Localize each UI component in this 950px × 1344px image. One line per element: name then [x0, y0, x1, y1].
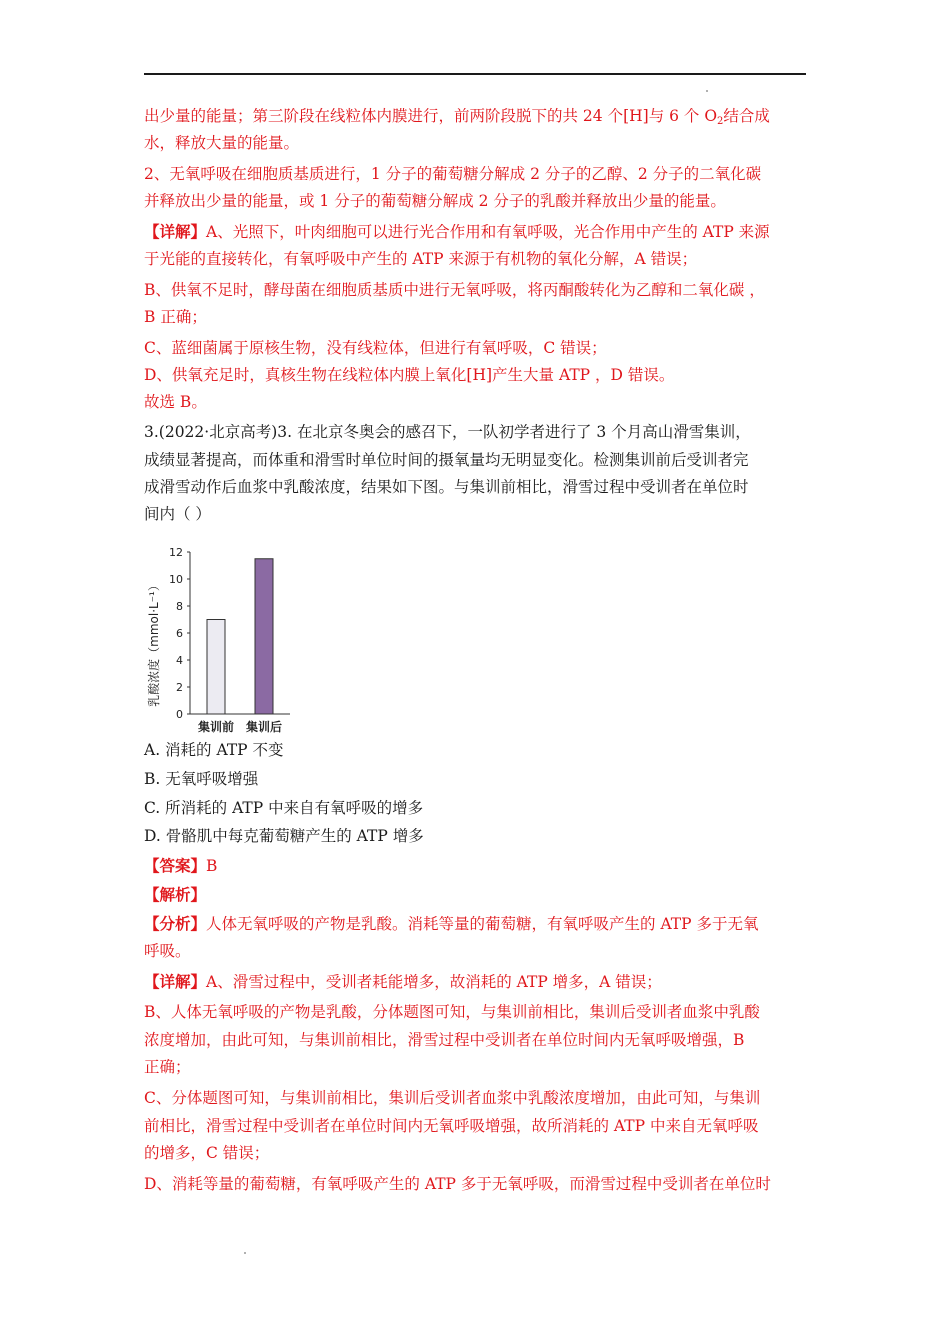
text-run: 于光能的直接转化，有氧呼吸中产生的 ATP 来源于有机物的氧化分解，A 错误；	[144, 250, 698, 268]
text-run: C. 所消耗的 ATP 中来自有氧呼吸的增多	[144, 799, 424, 817]
text-line	[144, 133, 299, 153]
text-run: B	[206, 857, 218, 875]
category-label: 集训前	[197, 720, 235, 734]
text-run: A. 消耗的 ATP 不变	[144, 741, 284, 759]
text-line	[144, 106, 770, 132]
text-run: 浓度增加，由此可知，与集训前相比，滑雪过程中受训者在单位时间内无氧呼吸增强，B	[144, 1031, 745, 1049]
text-run: B 正确；	[144, 308, 207, 326]
text-run: 人体无氧呼吸的产物是乳酸。消耗等量的葡萄糖，有氧呼吸产生的 ATP 多于无氧	[206, 915, 759, 933]
text-line	[144, 422, 751, 442]
text-run: B、供氧不足时，酵母菌在细胞质基质中进行无氧呼吸，将丙酮酸转化为乙醇和二氧化碳 ，	[144, 281, 765, 299]
text-run: B、人体无氧呼吸的产物是乳酸，分体题图可知，与集训前相比，集训后受训者血浆中乳酸	[144, 1003, 760, 1021]
text-line	[144, 477, 749, 497]
text-run: D、消耗等量的葡萄糖，有氧呼吸产生的 ATP 多于无氧呼吸，而滑雪过程中受训者在单位时	[144, 1175, 771, 1193]
text-line	[144, 941, 191, 961]
text-line	[144, 856, 217, 876]
text-line	[144, 885, 206, 905]
text-run: C、分体题图可知，与集训前相比，集训后受训者血浆中乳酸浓度增加，由此可知，与集训	[144, 1089, 761, 1107]
y-tick-label: 6	[176, 627, 183, 640]
text-line	[144, 392, 207, 412]
category-label: 集训后	[245, 720, 283, 734]
bar-集训后	[255, 559, 273, 714]
text-run: 呼吸。	[144, 942, 191, 960]
chart-axes	[190, 552, 290, 714]
corner-mark	[706, 90, 708, 92]
chart-category-labels	[198, 719, 282, 734]
text-line	[144, 280, 765, 300]
text-line	[144, 191, 726, 211]
text-run: A、光照下，叶肉细胞可以进行光合作用和有氧呼吸，光合作用中产生的 ATP 来源	[206, 223, 770, 241]
section-tag: 【答案】	[144, 856, 207, 875]
text-line	[144, 826, 424, 846]
footer-mark	[244, 1252, 246, 1254]
text-line	[144, 798, 423, 818]
text-line	[144, 504, 211, 524]
text-run: 出少量的能量；第三阶段在线粒体内膜进行，前两阶段脱下的共 24 个[H]与 6 个 O	[144, 107, 718, 125]
text-run: 2、无氧呼吸在细胞质基质进行，1 分子的葡萄糖分解成 2 分子的乙醇、2 分子的二氧化碳	[144, 165, 762, 183]
header-rule	[144, 73, 806, 75]
y-tick-label: 10	[169, 573, 183, 586]
chart-y-ticks	[169, 546, 190, 721]
y-tick-label: 8	[176, 600, 183, 613]
text-line	[144, 307, 207, 327]
text-line	[144, 914, 759, 934]
text-line	[144, 1116, 758, 1136]
text-line	[144, 972, 662, 992]
text-run: 3.(2022·北京高考)3. 在北京冬奥会的感召下，一队初学者进行了 3 个月高山滑雪集训，	[144, 423, 751, 441]
text-line	[144, 1088, 760, 1108]
text-run: 故选 B。	[144, 393, 207, 411]
text-run: B. 无氧呼吸增强	[144, 770, 259, 788]
text-run: 成绩显著提高，而体重和滑雪时单位时间的摄氧量均无明显变化。检测集训前后受训者完	[144, 451, 749, 469]
text-run: C、蓝细菌属于原核生物，没有线粒体，但进行有氧呼吸，C 错误；	[144, 339, 607, 357]
text-run: 水，释放大量的能量。	[144, 134, 300, 152]
text-run: 前相比，滑雪过程中受训者在单位时间内无氧呼吸增强，故所消耗的 ATP 中来自无氧呼吸	[144, 1117, 759, 1135]
text-run: 正确；	[144, 1058, 191, 1076]
text-line	[144, 164, 761, 184]
text-line	[144, 1057, 191, 1077]
chart-y-axis-label: 乳酸浓度（mmol·L⁻¹）	[147, 579, 161, 707]
text-line	[144, 450, 749, 470]
section-tag: 【分析】	[144, 914, 207, 933]
y-tick-label: 0	[176, 708, 183, 721]
bar-集训前	[207, 620, 225, 715]
text-line	[144, 365, 674, 385]
text-line	[144, 1030, 744, 1050]
text-line	[144, 769, 258, 789]
text-run: 2	[717, 116, 724, 127]
text-run: A、滑雪过程中，受训者耗能增多，故消耗的 ATP 增多，A 错误；	[206, 973, 662, 991]
text-line	[144, 249, 697, 269]
text-line	[144, 1174, 771, 1194]
y-tick-label: 12	[169, 546, 183, 559]
text-run: 成滑雪动作后血浆中乳酸浓度，结果如下图。与集训前相比，滑雪过程中受训者在单位时	[144, 478, 749, 496]
section-tag: 【解析】	[144, 885, 207, 904]
text-run: 间内（ ）	[144, 505, 211, 523]
chart-bars	[207, 559, 273, 714]
section-tag: 【详解】	[144, 222, 207, 241]
text-line	[144, 338, 607, 358]
y-tick-label: 4	[176, 654, 183, 667]
text-line	[144, 1002, 760, 1022]
text-run: 的增多，C 错误；	[144, 1144, 270, 1162]
text-run: 结合成	[723, 107, 770, 125]
text-line	[144, 740, 284, 760]
text-run: 并释放出少量的能量，或 1 分子的葡萄糖分解成 2 分子的乳酸并释放出少量的能量。	[144, 192, 726, 210]
text-line	[144, 1143, 269, 1163]
text-line	[144, 222, 770, 242]
text-run: D. 骨骼肌中每克葡萄糖产生的 ATP 增多	[144, 827, 424, 845]
section-tag: 【详解】	[144, 972, 207, 991]
y-tick-label: 2	[176, 681, 183, 694]
text-run: D、供氧充足时，真核生物在线粒体内膜上氧化[H]产生大量 ATP ，D 错误。	[144, 366, 675, 384]
lactate-bar-chart	[140, 540, 300, 740]
